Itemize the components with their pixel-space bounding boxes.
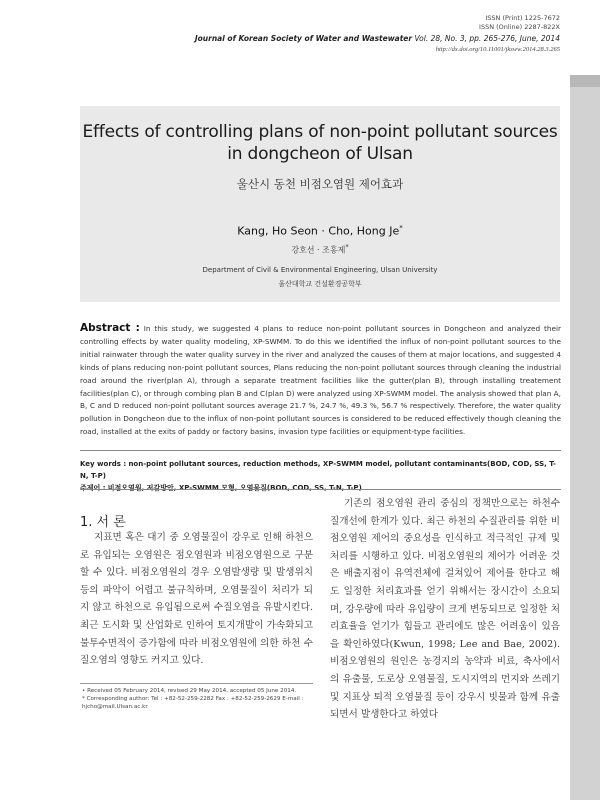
journal-issue: Vol. 28, No. 3, pp. 265-276, June, 2014 [412, 34, 560, 43]
body-right-column: 기존의 점오염원 관리 중심의 정책만으로는 하천수질개선에 한계가 있다. 최근 하천의 수질관리를 위한 비점오염원 제어의 중요성을 인식하고 적극적인 규제 및 처리를 시행하고 있다. 비점오염원의 제어가 어려운 것은 배출지점이 유역전체에 걸쳐있어 제어를 한다고 해도 일정한 처리효과를 얻기 위해서는 장시간이 소요되며, 강우량에 따라 유입량이 크게 변동되므로 일정한 처리효율을 얻기가 힘들고 관리에도 많은 어려움이 있음을 확인하였다(Kwun, 1998; Lee and Bae, 2002). 비점오염원의 원인은 농경지의 농약과 비료, 축사에서의 유출물, 도로상 오염물질, 도시지역의 먼지와 쓰레기 및 지표상 퇴적 오염물질 등이 강우시 빗물과 함께 유출되면서 발생한다고 하였다 [330, 498, 560, 721]
author-names [80, 224, 560, 238]
doi-link[interactable]: http://dx.doi.org/10.11001/jksww.2014.28.3.265 [435, 46, 560, 53]
journal-name: Journal of Korean Society of Water and Wastewater [194, 34, 413, 43]
keywords-bottom-rule [80, 489, 561, 490]
issn-print: ISSN (Print) 1225-7672 [485, 14, 560, 22]
keywords-top-rule [80, 450, 561, 451]
keywords-ko-text: 비점오염원, 저감방안, XP-SWMM 모형, 오염물질(BOD, COD, SS, T-N, T-P) [107, 484, 362, 492]
keywords-en-label: Key words : [80, 460, 127, 468]
paper-title-korean: 울산시 동천 비점오염원 제어효과 [236, 177, 404, 191]
side-decor-bar [570, 75, 600, 800]
paper-title-line1: Effects of controlling plans of non-point pollutant sources [82, 122, 558, 142]
section-heading: 1. 서 론 [80, 515, 126, 530]
affiliation-korean: 울산대학교 건설환경공학부 [278, 280, 362, 288]
issn-online: ISSN (Online) 2287-822X [479, 23, 560, 31]
abstract [80, 322, 561, 439]
keywords-ko [80, 482, 561, 494]
issn-block [479, 14, 560, 32]
corresponding-mark: * [399, 224, 403, 232]
footnote-rule [80, 683, 313, 684]
keywords-ko-label: 주제어 : [80, 484, 106, 492]
abstract-text: In this study, we suggested 4 plans to reduce non-point pollutant sources in Dongcheon and analyzed their controlling effects by water quality modeling, XP-SWMM. To do this we identified the influx of non-point pollutant sources to the initial rainwater through the water quality survey in the river and analyzed the causes of them at major locations, and suggested 4 kinds of plans reducing non-point pollutant sources, Plans reducing the non-point pollutant sources through cleaning the industrial road around the river(plan A), through a separate treatment facilities like the gutter(plan B), through installing treatement facilities(plan C), or through combing plan B and C(plan D) were analyzed using XP-SWMM model. The analysis showed that plan A, B, C and D reduced non-point pollutant sources average 21.7 %, 24.7 %, 49.3 %, 56.7 % respectively. Therefore, the water quality pollution in Dongcheon due to the influx of non-point pollutant sources is considered to be reduced effectively though cleaning the road, installed at the exits of paddy or factory basins, invasion type facilities or equipment-type facilities. [80, 324, 561, 437]
keywords-en [80, 458, 561, 482]
corresponding-mark-ko: * [345, 243, 349, 251]
journal-citation [195, 34, 560, 43]
side-bar-accent [570, 75, 600, 87]
author-names-korean-text: 강호선 · 조홍제 [291, 245, 346, 255]
footnotes [82, 687, 317, 711]
author-names-korean [80, 243, 560, 256]
footnote-received: • Received 05 February 2014, revised 29 May 2014, accepted 05 June 2014. [82, 688, 297, 694]
affiliation: Department of Civil & Environmental Engineering, Ulsan University [202, 266, 438, 274]
paper-title-line2: in dongcheon of Ulsan [227, 144, 413, 164]
keywords-en-text: non-point pollutant sources, reduction methods, XP-SWMM model, pollutant contaminants(BOD, COD, SS, T-N, T-P) [80, 460, 556, 480]
abstract-label: Abstract : [80, 322, 140, 334]
body-left-column: 지표면 혹은 대기 중 오염물질이 강우로 인해 하천으로 유입되는 오염원은 점오염원과 비점오염원으로 구분할 수 있다. 비점오염원의 경우 오염발생량 및 발생위치 등의 파악이 어렵고 불규칙하며, 오염물질이 처리가 되지 않고 하천으로 유입됨으로써 수질오염을 유발시킨다. 최근 도시화 및 산업화로 인하여 토지개발이 가속화되고 불투수면적이 증가함에 따라 비점오염원에 의한 하천 수질오염의 영향도 커지고 있다. [80, 532, 313, 667]
footnote-corresponding: * Corresponding author: Tel : +82-52-259-2282 Fax : +82-52-259-2629 E-mail : hjcho@mail.Ulsan.ac.kr [82, 696, 304, 710]
title-box [80, 106, 560, 302]
author-names-text: Kang, Ho Seon · Cho, Hong Je [237, 224, 400, 238]
